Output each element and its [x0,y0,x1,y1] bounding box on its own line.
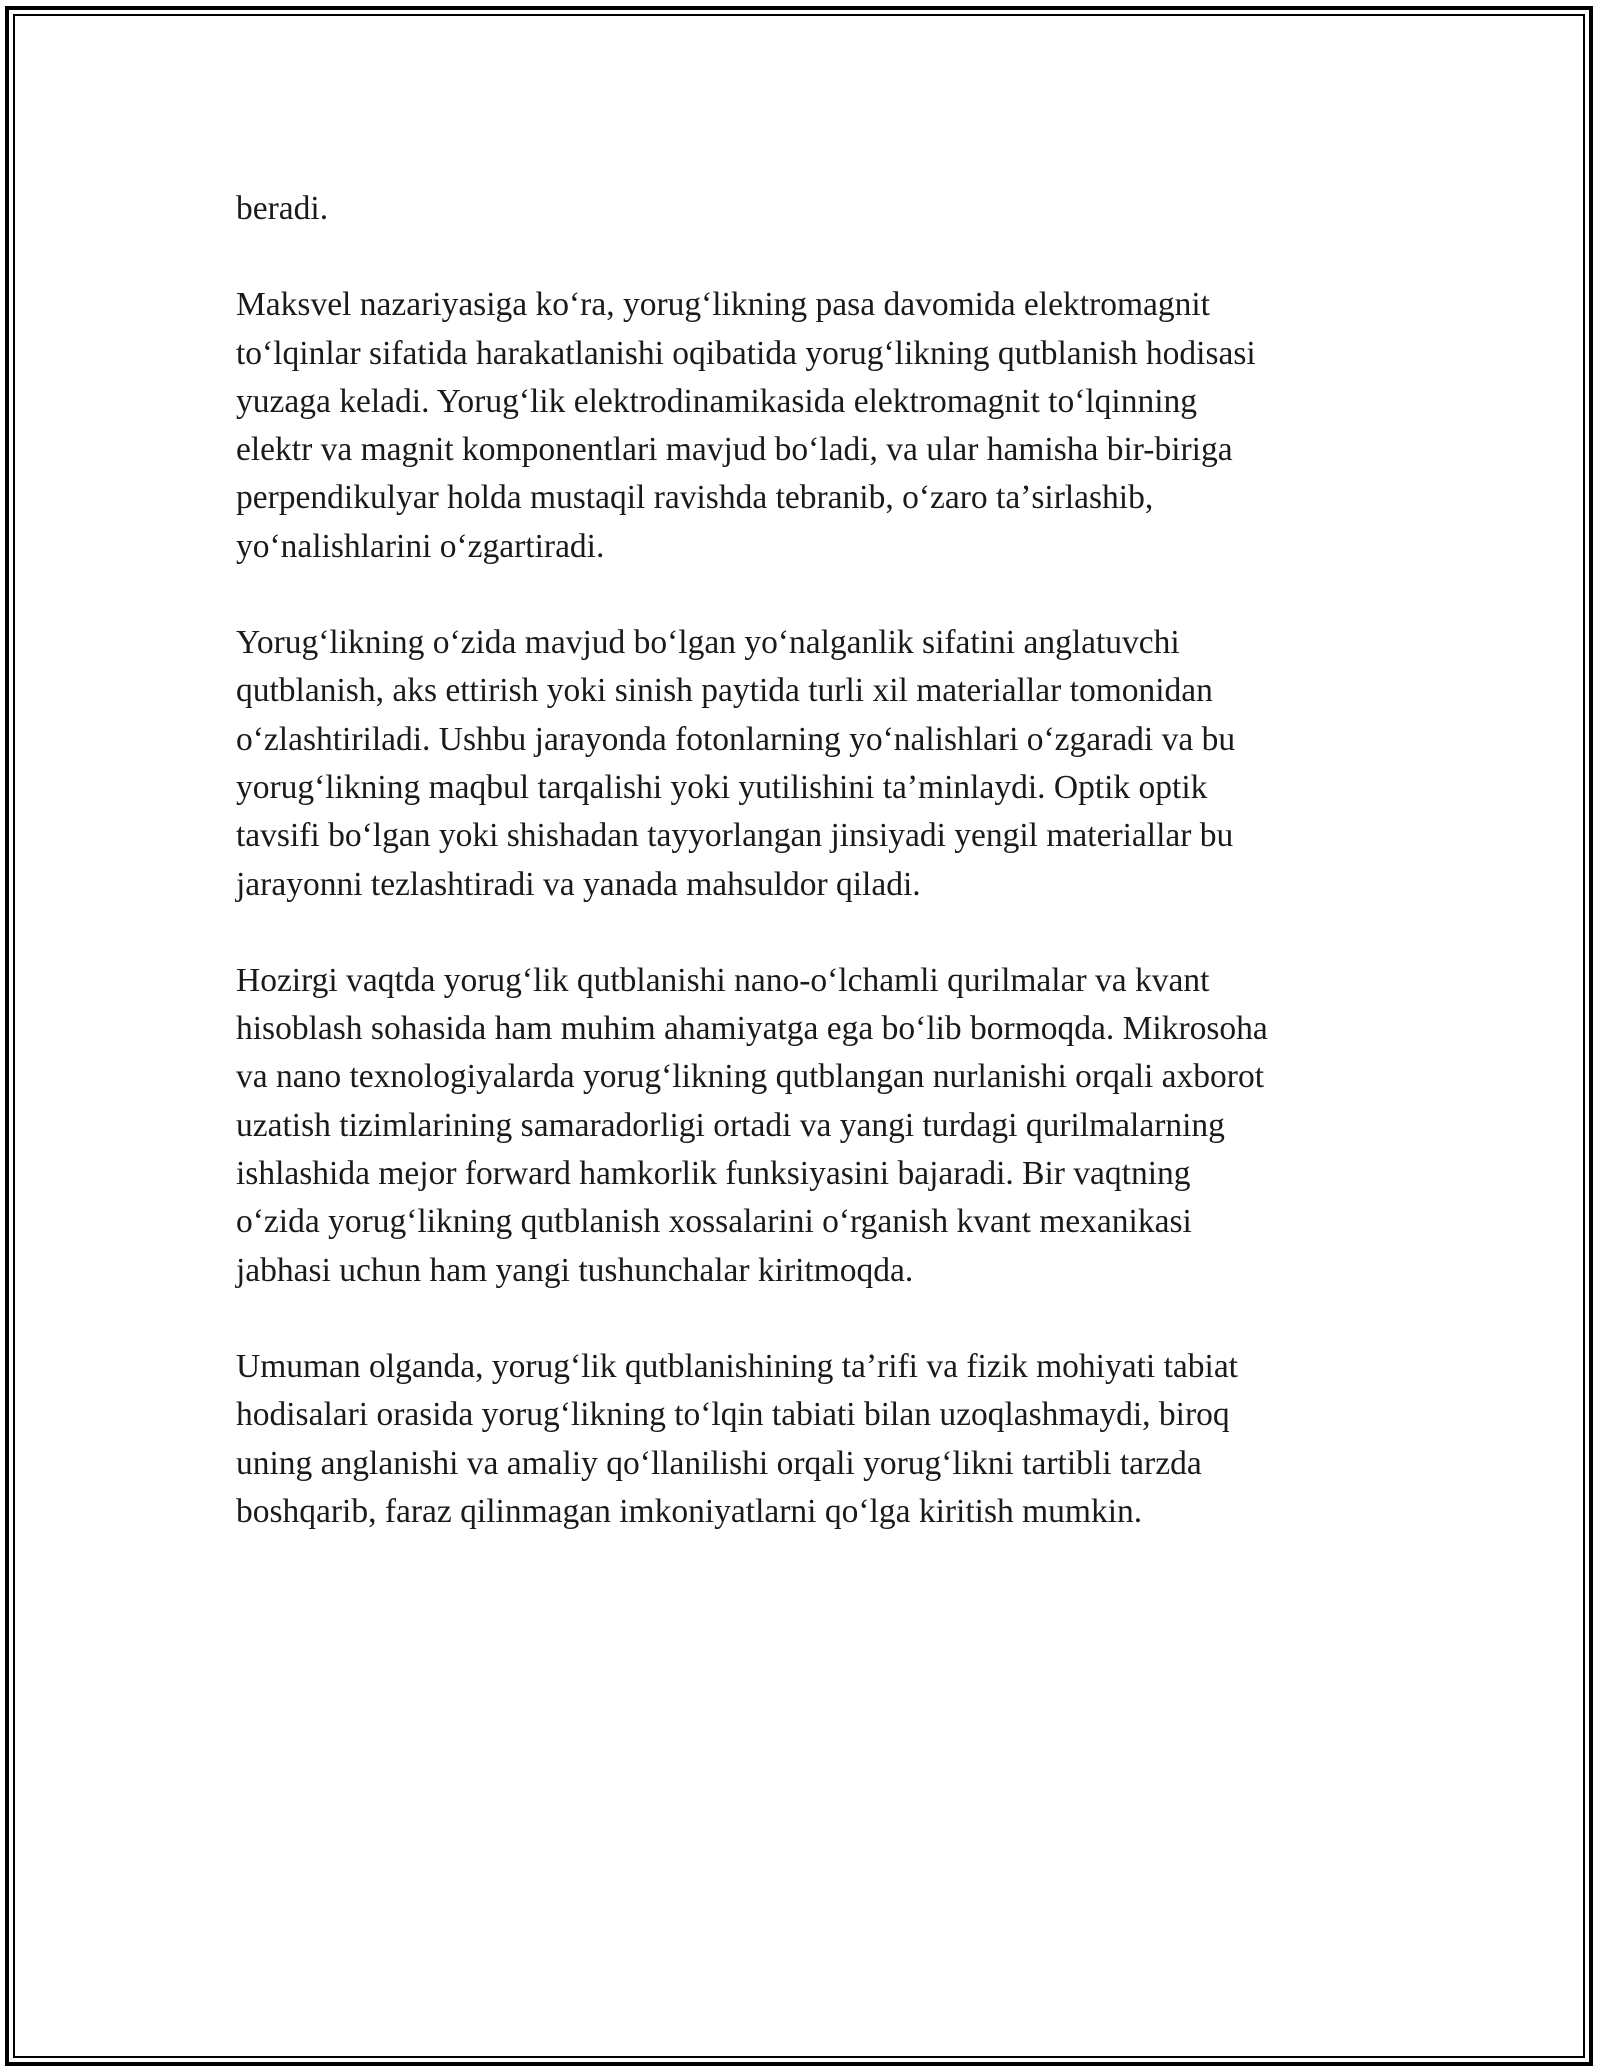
paragraph-4 [236,957,1386,1295]
text-line: oʻzida yorugʻlikning qutblanish xossalarini oʻrganish kvant mexanikasi [236,1203,1192,1241]
document-body [236,185,1386,1584]
paragraph-3 [236,619,1386,909]
text-line: beradi. [236,190,329,227]
text-line: jarayonni tezlashtiradi va yanada mahsuldor qiladi. [236,865,921,903]
text-line: hodisalari orasida yorugʻlikning toʻlqin tabiati bilan uzoqlashmaydi, biroq [236,1396,1230,1434]
text-line: elektr va magnit komponentlari mavjud boʻladi, va ular hamisha bir-biriga [236,431,1233,469]
text-line: Yorugʻlikning oʻzida mavjud boʻlgan yoʻnalganlik sifatini anglatuvchi [236,624,1180,662]
text-line: yorugʻlikning maqbul tarqalishi yoki yutilishini taʼminlaydi. Optik optik [236,768,1208,806]
paragraph-2 [236,281,1386,571]
text-line: jabhasi uchun ham yangi tushunchalar kiritmoqda. [236,1251,914,1289]
text-line: va nano texnologiyalarda yorugʻlikning qutblangan nurlanishi orqali axborot [236,1058,1265,1096]
text-line: boshqarib, faraz qilinmagan imkoniyatlarni qoʻlga kiritish mumkin. [236,1492,1143,1530]
text-line: oʻzlashtiriladi. Ushbu jarayonda fotonlarning yoʻnalishlari oʻzgaradi va bu [236,720,1236,758]
text-line: uzatish tizimlarining samaradorligi ortadi va yangi turdagi qurilmalarning [236,1106,1225,1144]
text-line: toʻlqinlar sifatida harakatlanishi oqibatida yorugʻlikning qutblanish hodisasi [236,334,1256,372]
text-line: Maksvel nazariyasiga koʻra, yorugʻlikning pasa davomida elektromagnit [236,286,1210,324]
text-line: hisoblash sohasida ham muhim ahamiyatga ega boʻlib bormoqda. Mikrosoha [236,1010,1268,1048]
text-line: qutblanish, aks ettirish yoki sinish paytida turli xil materiallar tomonidan [236,672,1213,710]
text-line: tavsifi boʻlgan yoki shishadan tayyorlangan jinsiyadi yengil materiallar bu [236,817,1234,855]
text-line: Hozirgi vaqtda yorugʻlik qutblanishi nano-oʻlchamli qurilmalar va kvant [236,961,1210,999]
text-line: yoʻnalishlarini oʻzgartiradi. [236,527,605,565]
text-line: uning anglanishi va amaliy qoʻllanilishi orqali yorugʻlikni tartibli tarzda [236,1444,1202,1482]
text-line: perpendikulyar holda mustaqil ravishda tebranib, oʻzaro taʼsirlashib, [236,479,1154,517]
paragraph-1 [236,185,1386,233]
paragraph-5 [236,1343,1386,1536]
text-line: yuzaga keladi. Yorugʻlik elektrodinamikasida elektromagnit toʻlqinning [236,382,1198,420]
text-line: ishlashida mejor forward hamkorlik funksiyasini bajaradi. Bir vaqtning [236,1155,1191,1193]
text-line: Umuman olganda, yorugʻlik qutblanishining taʼrifi va fizik mohiyati tabiat [236,1347,1238,1385]
